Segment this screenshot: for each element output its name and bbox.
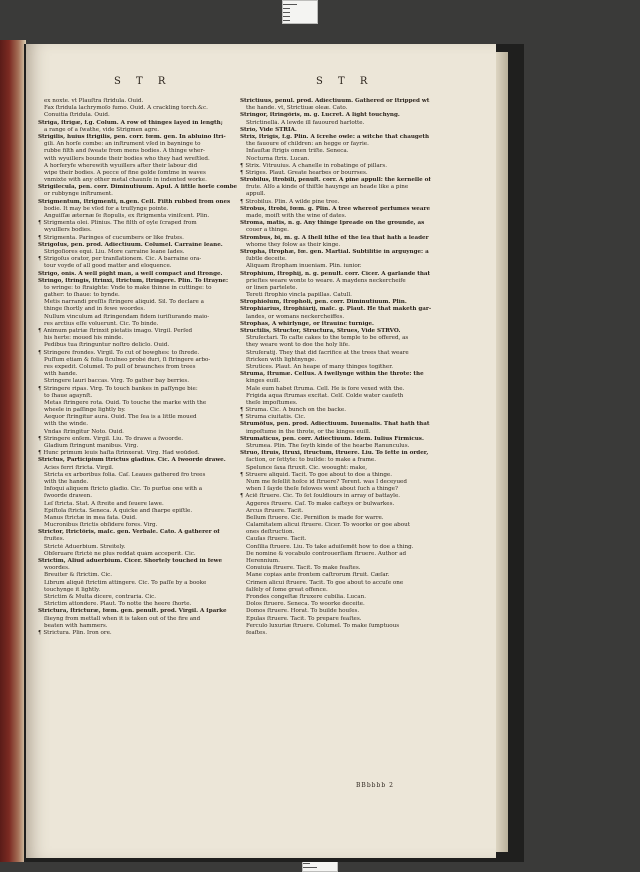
entry-line: Aequor ſtringitur aura. Ouid. The ſea is a little moued: [44, 414, 197, 421]
entry-line: Strigilis, huius ſtrigilis, pen. corr. fœm. gen. In abluino ſtri-: [38, 133, 226, 140]
entry-line: Ferculo luxuriæ ſtruere. Columel. To make ſumptuous: [246, 622, 400, 629]
entry-line: Strictūra, ſtrictūræ, fœm. gen. penult. prod. Virgil. A ſparke: [38, 608, 227, 615]
entry-line: Struo, ſtruis, ſtruxi, ſtructum, ſtruere. Liu. To ſette in order,: [240, 450, 429, 457]
entry-line: ſwoorde drawen.: [44, 493, 93, 500]
entry-line: Manus ſtrictæ in mea fata. Ouid.: [44, 514, 137, 521]
ruler-tick: [283, 8, 290, 9]
entry-line: Strix, ſtrigis, f.g. Plin. A ſcrehe owle: a witche that chaūgeth: [240, 133, 430, 140]
entry-line: Crimen alicui ſtruere. Tacit. To goe about to accuſe one: [246, 579, 404, 586]
entry-line: made, moiſt with the wine of dates.: [246, 213, 347, 219]
entry-line: Structilis, Structor, Structura, Strues, Vide STRVO.: [240, 328, 401, 334]
entry-line: falſely of ſome great offence.: [246, 586, 328, 593]
entry-line: ¶ Striges. Plaut. Greate hearbes or bourrses.: [240, 169, 368, 176]
entry-line: Strophium, ſtrophij, n. g. penult. corr. Cicer. A garlande that: [240, 270, 431, 277]
entry-line: Striga, ſtrigæ, f.g. Colum. A row of thinges layed in length;: [38, 119, 223, 126]
entry-line: Strigoſiores equi. Liu. More carraine leane Iades.: [44, 248, 185, 255]
entry-line: Domos ſtruere. Horat. To builde houſes.: [246, 608, 360, 615]
entry-line: res arctius eſſe voluerunt. Cic. To binde.: [44, 320, 159, 327]
measuring-ruler-top: [282, 0, 318, 24]
entry-line: couer a thinge.: [246, 227, 289, 234]
entry-line: Aliquam ſtropham inueniam. Plin. iunior.: [246, 263, 362, 270]
entry-line: Strombus, bi, m. g. A ſhell fiſhe of the ſea that hath a leader: [240, 234, 429, 241]
entry-line: Metis narrandi preſſis ſtringere aliquid. Sil. To declare a: [44, 299, 204, 306]
running-header: [26, 76, 496, 90]
entry-line: or linen partelete.: [246, 284, 298, 291]
entry-line: ¶ Stringere ripas. Virg. To touch bankes in paſſynge bie:: [38, 385, 198, 392]
entry-line: Strio, Vide STRIA.: [240, 126, 297, 133]
entry-line: prieſtes weare wonte to weare. A maydens neckercheife: [246, 277, 406, 284]
entry-line: Tereti ſtrophio vincla papillas. Catull.: [246, 292, 352, 299]
entry-line: De nomine & vocabulo controuerſiam ſtruere. Author ad: [246, 550, 407, 557]
entry-line: the fauoure of children: an hegge or fayrie.: [246, 141, 369, 148]
ruler-tick: [283, 16, 290, 17]
entry-line: fruites.: [44, 536, 65, 543]
entry-line: his herte: moued his minde.: [44, 335, 124, 342]
entry-line: Strumôſus, pen. prod. Adiectiuum. Iuuenalis. That hath that: [240, 421, 430, 428]
entry-line: ¶ Animum patriæ ſtrinxit pietatis imago. Virgil. Perſed: [38, 328, 193, 334]
entry-line: with the hande.: [44, 478, 89, 485]
entry-line: Strictus, Participium ſtrictus gladius. Cic. A ſwoorde drawē.: [38, 457, 226, 464]
entry-line: ſlieyng from mettall when it is taken out of the fire and: [44, 615, 201, 622]
entry-line: Pedibus tua ſtringuntur noſtro deliclo. Ouid.: [44, 342, 170, 349]
entry-line: Strictim attondere. Plaut. To notte the heere ſhorte.: [44, 601, 192, 608]
entry-line: Strigoſus, pen. prod. Adiectiuum. Columel. Carraine leane.: [38, 241, 223, 248]
entry-line: Spelunce ſaxa ſtruxit. Cic. woought: make,: [246, 464, 368, 471]
entry-line: Strophiolum, ſtropholi, pen. corr. Diminutiuum. Plin.: [240, 299, 407, 306]
entry-line: Strumaticus, pen. corr. Adiectiuum. Idem. Iulius Firmicus.: [240, 435, 424, 442]
entry-line: Conuitia ſtridula. Ouid.: [44, 112, 110, 119]
entry-line: Strobus, ſtrobi, fœm. g. Plin. A tree whereof perfumes weare: [240, 205, 431, 212]
entry-line: Stropha, ſtrophæ, fœ. gen. Martial. Subtilitie in arguynge: a: [240, 248, 429, 255]
entry-line: wipe their bodies. A pecce of fine golde ſomtme in waves: [44, 169, 206, 176]
entry-line: Stroma, matis, n. g. Any thinge ſpreade on the grounde, as: [240, 220, 425, 227]
entry-line: a range of a ſwathe, vide Strigmen agre.: [44, 126, 160, 133]
entry-line: ſtricken with lightnynge.: [246, 356, 317, 363]
entry-line: Cauſas ſtruere. Tacit.: [246, 536, 307, 543]
entry-line: Nullum vinculum ad ſtringendam fidem iuriſiurando maio-: [44, 313, 210, 320]
entry-line: Fax ſtridula lachrymoſo fumo. Ouid. A crackling torch.&c.: [44, 105, 208, 112]
ruler-tick: [303, 867, 317, 868]
entry-line: Infoqui aliquem ſtricto gladio. Cic. To purſue one with a: [44, 486, 203, 493]
entry-line: thinge ſhortly and in fewe woordes.: [44, 306, 146, 313]
left-column: [38, 98, 266, 637]
entry-line: tour voyde of all good matter and eloquence.: [44, 263, 172, 270]
header-left-letters: S T R: [114, 76, 172, 87]
entry-line: Strictinellá. A lewde ill fauoured harlotte.: [246, 119, 365, 126]
entry-line: feaſtes.: [246, 629, 267, 636]
entry-line: or rubbynge inſtrument.: [44, 191, 113, 198]
entry-line: Obſeruare ſtrictè ne plus reddat quàm acceperit. Cic.: [44, 550, 196, 557]
entry-line: touchynge it lightly.: [44, 586, 101, 593]
entry-line: rubbe filth and ſweate from mens bodies. A thinge wher-: [44, 148, 205, 155]
entry-line: Bellum ſtruere. Cic. Perniſion is made for warre.: [246, 514, 384, 521]
entry-line: ¶ Hunc primum leuis haſta ſtrinxerat. Virg. Had woūded.: [38, 450, 200, 457]
entry-line: Gladium ſtringunt manibus. Virg.: [44, 443, 139, 449]
entry-line: Breuiter & ſtrictim. Cic.: [44, 572, 113, 579]
entry-line: Dolos ſtruere. Seneca. To woorke deceite.: [246, 601, 365, 608]
entry-line: frute. Alſo a kinde of thiſtle hauynge an heade like a pine: [246, 184, 409, 191]
entry-line: Conuiuia ſtruere. Tacit. To make feaſtes.: [246, 565, 361, 572]
entry-line: to ſhaue agaynſt.: [44, 392, 93, 399]
entry-line: Strictim, Aliud aduerbium. Cicer. Shortely touched in fewe: [38, 558, 223, 564]
entry-line: Stricta ex arboribus folia. Caſ. Leaues gathered fro trees: [44, 471, 206, 478]
page-stack-edge: [496, 52, 508, 852]
entry-line: Struſectari. To caſte cakes to the temple to be offered, as: [246, 335, 409, 342]
entry-line: Acies ferri ſtricta. Virgil.: [44, 464, 114, 471]
ruler-tick: [283, 12, 290, 13]
entry-line: ¶ Stringere frondes. Virgil. To cut of bowghes: to ſhrede.: [38, 349, 200, 356]
entry-line: with the winde.: [44, 421, 88, 428]
entry-line: appull.: [246, 191, 266, 198]
entry-line: Stringo, ſtringis, ſtrinxi, ſtrictum, ſtringere. Plin. To ſtrayne:: [38, 277, 229, 284]
entry-line: ſubtle deceite.: [246, 256, 287, 263]
entry-line: ¶ Struma ciuitatis. Cic.: [240, 414, 306, 421]
entry-line: whome they folow as their kinge.: [246, 241, 341, 248]
entry-line: woordes.: [44, 565, 70, 572]
entry-line: Librum aliquē ſtrictim attingere. Cic. To paſſe by a booke: [44, 579, 207, 586]
entry-line: Strictiuus, penul. prod. Adiectiuum. Gathered or ſtripped wt: [240, 98, 430, 104]
entry-line: Strophas, A whirlynge, or ſtrauinc turnige.: [240, 320, 375, 327]
entry-line: Stringere lauri baccas. Virg. To gather bay berries.: [44, 378, 190, 385]
entry-line: Puſſum etiam & folia ſiculneo probé duri, ſi ſtringere arbo-: [44, 356, 211, 363]
header-right-letters: S T R: [316, 76, 374, 87]
right-column: [240, 98, 468, 637]
entry-line: Nocturna ſtrix. Lucan.: [246, 155, 310, 162]
entry-line: Strobilus, ſtrobili, penult. corr. A pine appull: the kernelle of: [240, 177, 431, 184]
entry-line: beaten with hammers.: [44, 622, 108, 629]
entry-line: they weare wont to doe the holy life.: [246, 342, 350, 349]
entry-line: Anguiſſæ æternæ ſe ſtopulis, ex ſtrigmenta viniſcent. Plin.: [44, 213, 210, 219]
entry-line: gili. An horſe combe: an inſtrument vſed in bayninge to: [44, 141, 201, 148]
entry-line: Stricté Aduerbium. Streitely.: [44, 543, 126, 550]
entry-line: Num me feſellit hoſce id ſtruere? Terent. was I deceyued: [246, 478, 407, 485]
entry-line: Calamitatem alicui ſtruere. Cicer. To woorke or goe about: [246, 522, 410, 529]
entry-line: Strigmentum, ſtrigmenti, n.gen. Celſ. Filth rubbed from ones: [38, 198, 231, 205]
entry-line: ¶ Strictura. Plin. Iron ore.: [38, 629, 112, 636]
dictionary-page: [26, 44, 496, 858]
entry-line: landes, or womans neckercheiffes.: [246, 313, 345, 320]
entry-line: Mane copias ante frontem caſtrorum ſtruit. Cæſar.: [246, 572, 390, 579]
entry-line: wheele in paſſinge lightly by.: [44, 407, 126, 414]
entry-line: Struſeratij. They that did ſacrifice at the trees that weare: [246, 349, 409, 356]
entry-line: Strigilecula, pen. corr. Diminutiuum. Apul. A little horſe combe: [38, 184, 238, 191]
entry-line: to wringe: to ſtraighte: Vnde to make thinne in cuttinge: to: [44, 284, 212, 291]
entry-line: Metas ſtringere rota. Ouid. To touche the marke with the: [44, 399, 207, 406]
entry-line: impoſtume in the throte, or the kinges euill.: [246, 428, 371, 435]
entry-line: Strigo, onis. A well pight man, a well compact and ſtronge.: [38, 270, 223, 277]
entry-line: Strumea. Plin. The ſeyth kinde of the hearbe Ranunculus.: [246, 443, 410, 449]
entry-line: Mucronibus ſtrictis obſidere fores. Virg.: [44, 522, 158, 529]
entry-line: Frigida aqua ſtrumas excitat. Celſ. Colde water cauſeth: [246, 392, 404, 399]
entry-line: Strictor, ſtrictôris, maſc. gen. Verbale. Cato. A gatherer of: [38, 529, 220, 536]
entry-line: Strictim & Multa dicere, contraria. Cic.: [44, 593, 157, 600]
facing-page-edge: [0, 40, 26, 862]
entry-line: ¶ Stringere enſem. Virgil. Liu. To drawe a ſwoorde.: [38, 435, 184, 442]
entry-line: Strutices. Plaut. An heape of many thinges togither.: [246, 363, 394, 370]
entry-line: ¶ Struma. Cic. A bunch on the backe.: [240, 407, 346, 414]
entry-line: kinges euill.: [246, 378, 281, 385]
entry-line: gather: to ſhaue: to bynde.: [44, 292, 120, 299]
entry-line: ex noxte. vt Plauſtra ſtridula. Ouid.: [44, 98, 144, 104]
entry-line: Conſilia ſtruere. Liu. To take aduiſemēt how to doe a thing.: [246, 543, 414, 550]
entry-line: wyuillers bodies.: [44, 227, 92, 234]
entry-line: ¶ Strigoſus orator, per tranſlationem. Cic. A barraine ora-: [38, 256, 202, 263]
entry-line: A horſeryfe wherewith wyuillers after their labour did: [44, 162, 198, 169]
entry-line: Epulas ſtruere. Tacit. To prepare feaſtes.: [246, 615, 362, 622]
entry-line: theſe impoſtumes.: [246, 399, 298, 406]
ruler-tick: [283, 4, 297, 5]
ruler-tick: [303, 863, 310, 864]
entry-line: Vndas ſtringitur Noto. Ouid.: [44, 428, 124, 435]
entry-line: Strophiarius, ſtrophiárij, maſc. g. Plaut. He that maketh gar-: [240, 306, 432, 313]
entry-line: ¶ Strigmenta. Paringes of cucumbers or like frutes.: [38, 234, 184, 241]
entry-line: bodie. It may be vſed for a truſſynge pointe.: [44, 205, 169, 212]
entry-line: Epiſtola ſtricta. Seneca. A quicke and ſharpe epiſtle.: [44, 507, 193, 514]
entry-line: Male eum habet ſtruma. Cell. He is ſore vexed with the.: [246, 385, 405, 392]
entry-line: ¶ Struere aliquid. Tacit. To goe about to doe a thinge.: [240, 471, 392, 478]
signature-mark: BBbbbb 2: [356, 782, 394, 789]
entry-line: Herennium.: [246, 558, 280, 564]
entry-line: Frondes congeſtæ ſtruxere cubilia. Lucan.: [246, 593, 366, 600]
entry-line: ¶ Aciē ſtruere. Cic. To ſet ſouldiours in array of battayle.: [240, 493, 401, 500]
entry-line: ¶ Strobilus. Plin. A wilde pine tree.: [240, 198, 340, 205]
entry-line: Leſ ſtricta. Stat. A ſtreite and ſeuere lawe.: [44, 500, 164, 507]
entry-line: Struma, ſtrumæ. Celſus. A ſwellynge within the throte: the: [240, 371, 424, 378]
entry-line: ¶ Strix. Vitruuius. A chanelle in robatinge of pillars.: [240, 162, 387, 169]
entry-line: Stringor, ſtringôris, m. g. Lucret. A light touchyng.: [240, 112, 400, 119]
entry-line: res expedit. Columel. To pull of braunches from trees: [44, 363, 196, 370]
entry-line: vnmixte with any other metal chaunſe in indented worke.: [44, 177, 207, 184]
entry-line: Infauſtæ ſtrigis omen triſte. Seneca.: [246, 148, 349, 155]
entry-line: when I ſayde theſe felowes went about ſuch a thinge?: [246, 486, 398, 493]
entry-line: ones deſtruction.: [246, 529, 295, 536]
entry-line: ¶ Strigmenta olei. Plinius. The filth of oyle ſcraped from: [38, 220, 197, 227]
entry-line: Arcus ſtruere. Tacit.: [246, 507, 304, 514]
entry-line: faction, or ſettyte: to builde: to make a frame.: [246, 457, 376, 464]
entry-line: with wyuillers bounde their bodies who they had wreſtled.: [44, 155, 210, 162]
entry-line: Aggeres ſtruere. Caſ. To make caſteys or bulwarkes.: [246, 500, 395, 507]
ruler-tick: [283, 20, 290, 21]
entry-line: with hande.: [44, 371, 78, 378]
entry-line: the hande. vt, Strictiuæ oleæ. Cato.: [246, 105, 348, 112]
